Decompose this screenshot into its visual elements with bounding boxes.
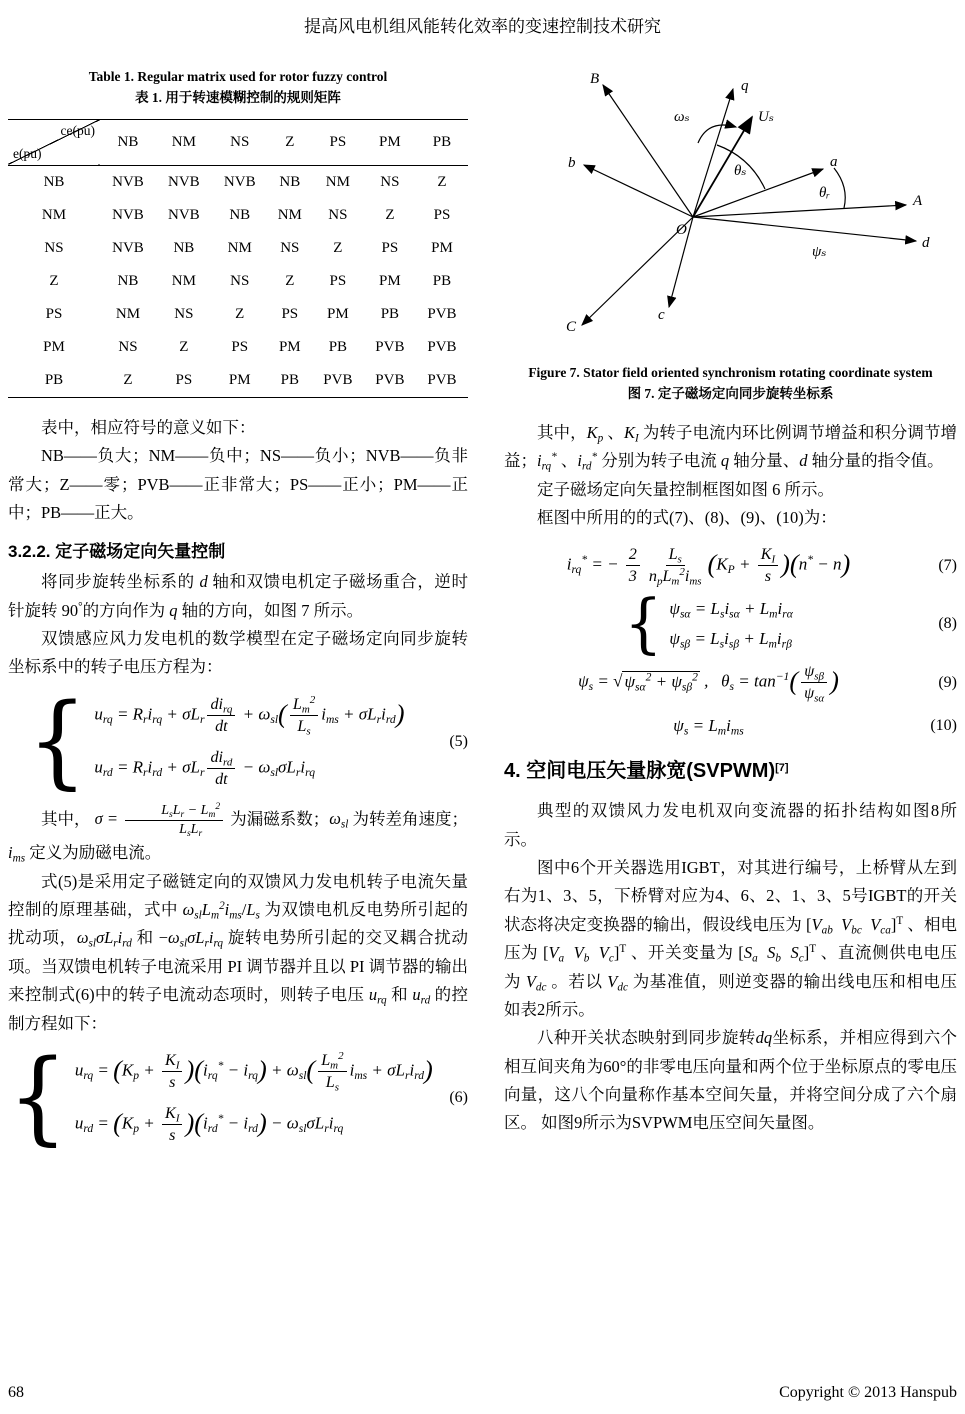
- sigma-pre-text: 其中，: [41, 809, 91, 829]
- table-row: [8, 298, 468, 331]
- table-cell: NB: [173, 239, 195, 256]
- figure7-caption: [514, 363, 947, 405]
- paragraph-formula-list: 框图中所用的的式(7)、(8)、(9)、(10)为：: [537, 507, 837, 527]
- paragraph-eight-states: 八种开关状态映射到同步旋转dq坐标系，并相应得到六个相互间夹角为60°的非零电压向量和两个位于坐标原点的零电压向量，这八个向量称作基本空间矢量，并将空间分成了六个扇区。 如图9所示为SVPWM电压空间矢量图。: [504, 1028, 957, 1133]
- row-label: PS: [45, 305, 63, 322]
- table-cell: PVB: [427, 305, 457, 322]
- sigma-numerator: $L_sL_r - L_m^2$: [125, 802, 223, 821]
- table-cell: PS: [381, 239, 399, 256]
- equation-10-line: $\psi_s = L_mi_{ms}$: [673, 716, 744, 738]
- section-heading-3-2-2: 3.2.2. 定子磁场定向矢量控制: [8, 542, 226, 562]
- sigma-lead: σ =: [94, 809, 119, 829]
- table-cell: PVB: [427, 371, 457, 388]
- axis-A-arrow: [693, 205, 906, 217]
- sigma-post-text: 为漏磁系数；$\omega_{sl}$ 为转差角速度；$i_{ms}$ 定义为励磁电流。: [8, 809, 469, 865]
- table-cell: PVB: [427, 338, 457, 355]
- table1-title-zh: 表 1. 用于转速模糊控制的规则矩阵: [135, 89, 341, 105]
- table-cell: PB: [380, 305, 400, 322]
- label-B: B: [590, 71, 600, 87]
- fuzzy-rule-table: [8, 119, 468, 398]
- table-cell: NS: [174, 305, 194, 322]
- label-c: c: [658, 307, 665, 323]
- table-cell: Z: [385, 206, 395, 223]
- table-cell: NM: [227, 239, 252, 256]
- footer-copyright: Copyright © 2013 Hanspub: [779, 1384, 957, 1401]
- equation-9-line: $\psi_s$ = √ $\psi_{s\alpha}^2 + \psi_{s\beta}^2$ , $\theta_s = \tan^{-1}$( $\frac{\psi_{s\beta}}{\psi_{s\alpha}}$ ): [578, 663, 839, 705]
- paragraph-sigma-definition: [8, 802, 468, 868]
- table-cell: PS: [231, 338, 249, 355]
- equation-6-line2: $u_{rd} = (K_p$ + $\frac{K_I}{s}$ )$(i_{rd}^* - i_{rd}) - \omega_{sl}\sigma L_ri_{rq}$: [74, 1104, 344, 1144]
- table-cell: PM: [278, 338, 301, 355]
- table-cell: NS: [280, 239, 300, 256]
- equation-7-line: $i_{rq}^*$ = − $\frac{2}{3}$ $\frac{L_s}{n_pL_m^2i_{ms}}$ ($K_P$ + $\frac{K_I}{s}$ )(n* − n): [566, 546, 851, 588]
- table-cell: PM: [379, 272, 401, 289]
- table-cell: PM: [228, 371, 251, 388]
- corner-label-ce: ce(pu): [60, 122, 95, 138]
- table-cell: Z: [437, 173, 447, 190]
- table-corner-cell: [8, 119, 100, 165]
- equation-8-line1: $\psi_{s\alpha} = L_si_{s\alpha} + L_mi_{r\alpha}$: [669, 599, 793, 621]
- equation-5-line2: $u_{rd} = R_ri_{rd} + \sigma L_r$ $\frac{di_{rd}}{dt}$ − $\omega_{sl}\sigma L_ri_{rq}$: [94, 748, 315, 788]
- table-cell: NVB: [168, 206, 200, 223]
- page-header-title: 提高风电机组风能转化效率的变速控制技术研究: [304, 17, 661, 36]
- table-row: [8, 232, 468, 265]
- equation-number: (9): [938, 673, 957, 691]
- paragraph-block-diagram: 定子磁场定向矢量控制框图如图 6 所示。: [537, 479, 834, 499]
- equation-number: (8): [938, 615, 957, 633]
- label-b: b: [568, 155, 576, 171]
- column-header: Z: [285, 133, 295, 150]
- axis-d-arrow: [693, 217, 916, 241]
- label-A: A: [913, 193, 923, 209]
- table-cell: PVB: [375, 371, 405, 388]
- label-a: a: [830, 154, 838, 170]
- table-cell: Z: [285, 272, 295, 289]
- paragraph-symbols-intro: 表中，相应符号的意义如下：: [41, 417, 256, 437]
- equation-5-line1: $u_{rq} = R_ri_{rq} + \sigma L_r$ $\frac{di_{rq}}{dt}$ + $\omega_{sl}$( $\frac{L_m^2}{L_s}$ $i_{ms} + \sigma L_ri_{rd}$): [94, 693, 405, 738]
- equation-8-line2: $\psi_{s\beta} = L_si_{s\beta} + L_mi_{r\beta}$: [669, 629, 792, 651]
- figure7-caption-en: Figure 7. Stator field oriented synchronism rotating coordinate system: [528, 365, 933, 380]
- axis-q-arrow: [693, 89, 733, 217]
- row-label: PB: [44, 371, 64, 388]
- table-cell: NVB: [112, 239, 144, 256]
- table-cell: PM: [327, 305, 349, 322]
- table-row: [8, 331, 468, 364]
- paragraph-topology: 典型的双馈风力发电机双向变流器的拓扑结构如图8所示。: [504, 801, 957, 849]
- sigma-formula: [94, 801, 226, 839]
- corner-label-e: e(pu): [13, 145, 42, 161]
- label-d: d: [922, 235, 930, 251]
- column-header: NB: [117, 133, 139, 150]
- table-row: [8, 364, 468, 398]
- sigma-fraction: [125, 802, 223, 839]
- figure7-caption-zh: 图 7. 定子磁场定向同步旋转坐标系: [627, 385, 834, 401]
- row-label: NB: [43, 173, 65, 190]
- paragraph-control-principle: 式(5)是采用定子磁链定向的双馈风力发电机转子电流矢量控制的原理基础，式中 $\omega_{sl}L_m^2i_{ms}/L_s$ 为双馈电机反电势所引起的扰动项，$\omega_{sl}\sigma L_ri_{rd}$ 和 $-\omega_{sl}\sigma L_ri_{rq}$ 旋转电势所引起的交叉耦合扰动项。当双馈电机转子电流采用 PI 调节器并且以 PI 调节器的输出来控制式(6)中的转子电流动态项时，则转子电压 $u_{rq}$ 和 $u_{rd}$ 的控制方程如下：: [8, 871, 469, 1033]
- equation-number: (6): [449, 1088, 468, 1106]
- table-cell: NVB: [112, 173, 144, 190]
- table-cell: PB: [328, 338, 348, 355]
- column-header: PB: [432, 133, 452, 150]
- equation-number: (5): [449, 732, 468, 750]
- footer-page-number: 68: [8, 1384, 24, 1401]
- table-cell: PS: [175, 371, 193, 388]
- table-cell: PB: [432, 272, 452, 289]
- label-psi-s: ψₛ: [812, 244, 827, 260]
- section-heading-4: 4. 空间电压矢量脉宽(SVPWM)[7]: [504, 760, 789, 783]
- table-cell: NM: [115, 305, 141, 322]
- equation-10: [504, 716, 957, 736]
- equation-5: [8, 694, 468, 790]
- table-cell: PS: [433, 206, 451, 223]
- row-label: Z: [49, 272, 59, 289]
- table-cell: PM: [431, 239, 453, 256]
- label-Us: Uₛ: [758, 109, 774, 125]
- table1-title-en: Table 1. Regular matrix used for rotor fuzzy control: [88, 69, 388, 84]
- table-cell: NM: [277, 206, 302, 223]
- equation-9: [504, 661, 957, 704]
- table-cell: NM: [325, 173, 350, 190]
- label-C: C: [566, 319, 577, 335]
- equation-6-line1: $u_{rq} = (K_p$ + $\frac{K_I}{s}$ )$(i_{rq}^* - i_{rq}) + \omega_{sl}$( $\frac{L_m^2}{L_s}$ $i_{ms} + \sigma L_ri_{rd}$): [74, 1049, 433, 1094]
- table-cell: PS: [329, 272, 347, 289]
- axis-b-arrow: [584, 165, 693, 217]
- table-cell: NB: [279, 173, 301, 190]
- table-cell: NB: [117, 272, 139, 289]
- paragraph-igbt-switching: 图中6个开关器选用IGBT，对其进行编号，上桥臂从左到右为1、3、5，下桥臂对应为4、6、2、1、3、5号IGBT的开关状态将决定变换器的输出，假设线电压为 [$V_{ab}$ $V_{bc}$ $V_{ca}]^T$ 、相电压为 [$V_a$ $V_b$ $V_c]^T$ 、开关变量为 [$S_a$ $S_b$ $S_c]^T$ 、直流侧供电电压为 $V_{dc}$ 。若以 $V_{dc}$ 为基准值，则逆变器的输出线电压和相电压如表2所示。: [504, 858, 958, 1019]
- equation-number: (10): [930, 717, 957, 735]
- label-theta-r: θᵣ: [819, 185, 831, 201]
- axis-B-arrow: [603, 85, 693, 217]
- paragraph-gains: 其中，$K_p$ 、$K_I$ 为转子电流内环比例调节增益和积分调节增益；$i_{rq}^*$ 、$i_{rd}^*$ 分别为转子电流 q 轴分量、d 轴分量的指令值。: [504, 422, 958, 473]
- table-cell: PS: [281, 305, 299, 322]
- left-column: [8, 63, 468, 1158]
- table-row: [8, 199, 468, 232]
- table-cell: PVB: [323, 371, 353, 388]
- table-cell: Z: [235, 305, 245, 322]
- table-cell: Z: [123, 371, 133, 388]
- column-header: PS: [329, 133, 347, 150]
- table-cell: NM: [171, 272, 196, 289]
- column-header: NS: [230, 133, 250, 150]
- label-O: O: [676, 222, 687, 238]
- right-column: [504, 63, 957, 1158]
- table-row: [8, 265, 468, 298]
- table-cell: NVB: [223, 173, 256, 190]
- label-theta-s: θₛ: [734, 163, 747, 179]
- equation-7: [504, 544, 957, 587]
- table-cell: NS: [380, 173, 400, 190]
- table-cell: NVB: [168, 173, 200, 190]
- table-header-row: [8, 119, 468, 165]
- label-q: q: [741, 78, 749, 94]
- two-column-layout: [8, 63, 957, 1158]
- table-cell: NS: [230, 272, 250, 289]
- row-label: NM: [41, 206, 67, 223]
- theta-r-angle-arc: [834, 168, 845, 208]
- figure7-diagram: [508, 69, 953, 355]
- paragraph-symbols-meaning: NB——负大；NM——负中；NS——负小；NVB——负非常大；Z——零；PVB——正非常大；PS——正小；PM——正中；PB——正大。: [8, 446, 468, 522]
- table-cell: NVB: [112, 206, 144, 223]
- label-omega-s: ωₛ: [674, 109, 690, 125]
- page-footer: [8, 1384, 957, 1402]
- table-row: [8, 165, 468, 199]
- figure7: [504, 69, 957, 405]
- row-label: NS: [44, 239, 64, 256]
- row-label: PM: [43, 338, 65, 355]
- sigma-denominator: $L_sL_r$: [179, 822, 203, 839]
- table-cell: Z: [179, 338, 189, 355]
- equation-6: [8, 1050, 468, 1146]
- equation-number: (7): [938, 556, 957, 574]
- table-cell: NS: [118, 338, 138, 355]
- table-cell: Z: [333, 239, 343, 256]
- table-cell: PB: [280, 371, 299, 388]
- table1-title: [8, 67, 468, 109]
- table-cell: NB: [229, 206, 251, 223]
- paragraph-axis-alignment: 将同步旋转坐标系的 d 轴和双馈电机定子磁场重合，逆时针旋转 90°的方向作为 q 轴的方向，如图 7 所示。: [8, 572, 469, 620]
- table-cell: NS: [328, 206, 348, 223]
- column-header: PM: [379, 133, 401, 150]
- column-header: NM: [171, 133, 196, 150]
- table-cell: PVB: [375, 338, 405, 355]
- equation-8: [504, 599, 957, 649]
- paragraph-voltage-model: 双馈感应风力发电机的数学模型在定子磁场定向同步旋转坐标系中的转子电压方程为：: [8, 629, 468, 677]
